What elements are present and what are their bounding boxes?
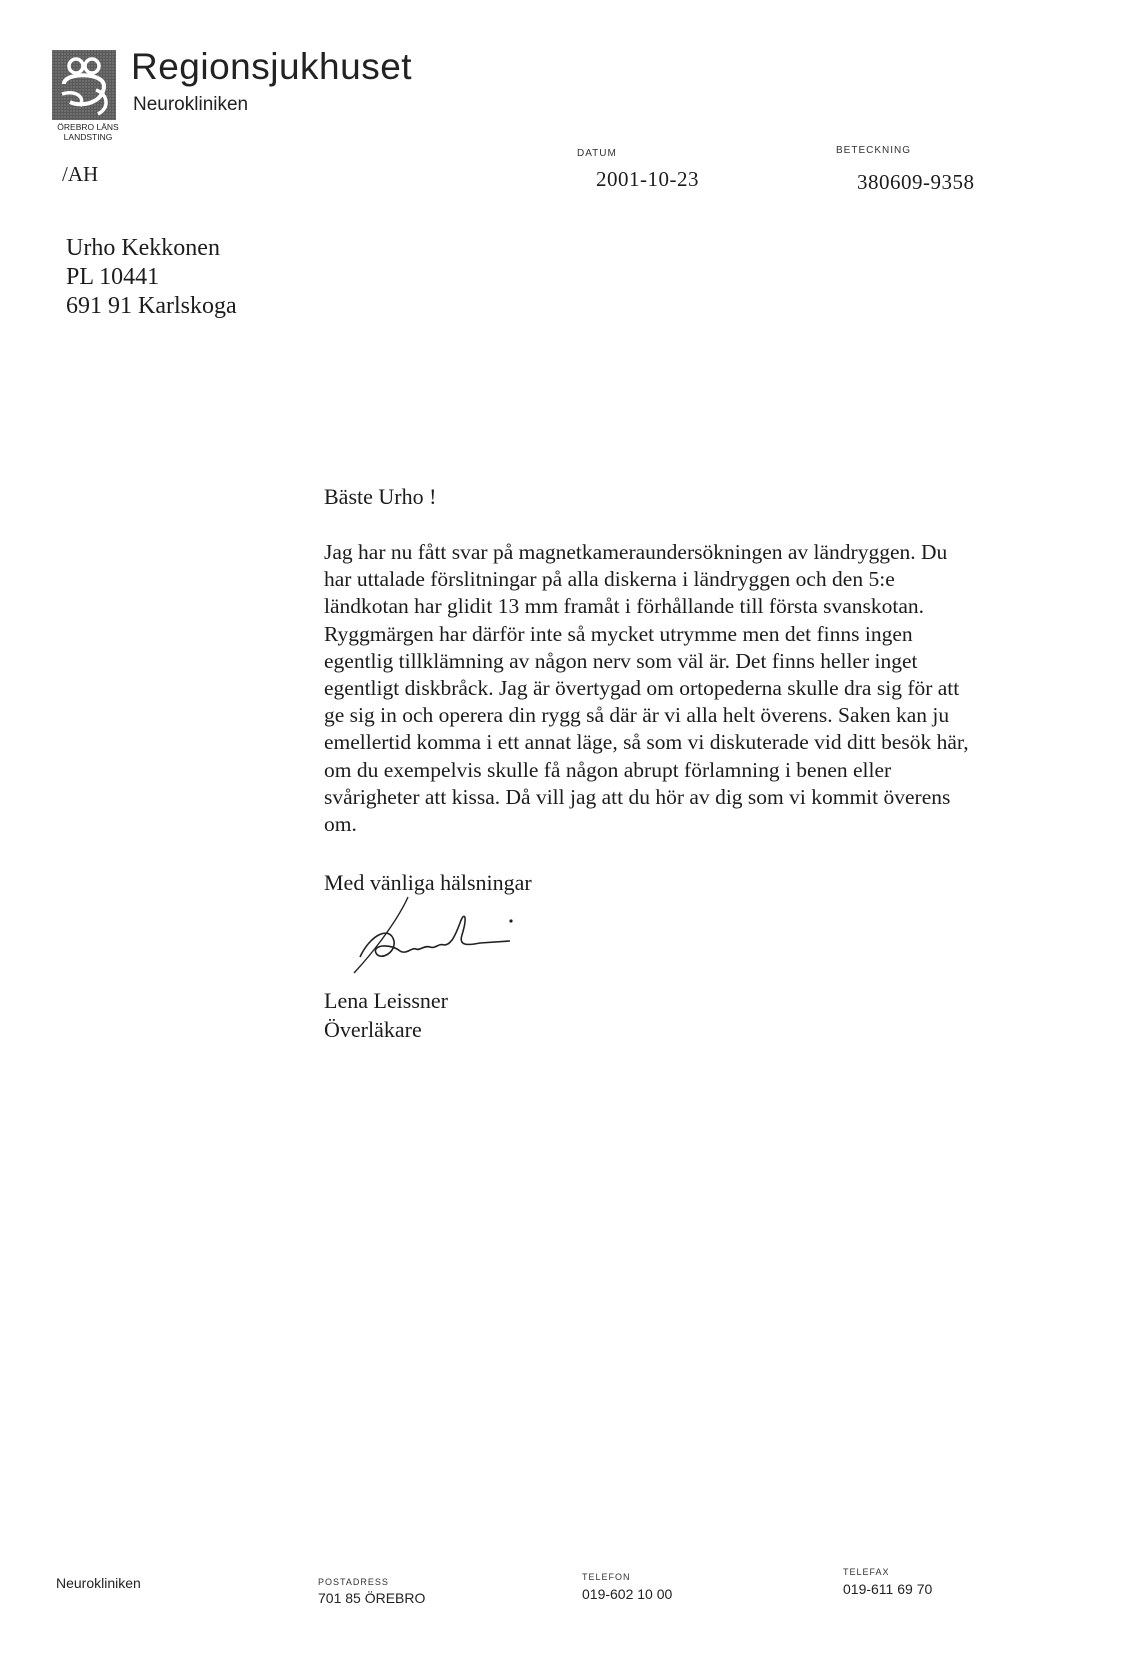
body-line: har uttalade förslitningar på alla diskerna i ländryggen och den 5:e [324,567,895,592]
footer-fax-value: 019-611 69 70 [843,1581,933,1597]
handwritten-signature-icon [350,895,530,975]
signer-name: Lena Leissner [324,988,448,1013]
footer-department: Neurokliniken [56,1575,141,1591]
body-line: ge sig in och operera din rygg så där är vi alla helt överens. Saken kan ju [324,703,950,728]
signer-title: Överläkare [324,1017,422,1042]
greeting: Bäste Urho ! [324,484,437,509]
footer-phone-value: 019-602 10 00 [582,1586,673,1602]
recipient-address [66,234,237,321]
date-value: 2001-10-23 [596,167,699,191]
footer-postal-label: POSTADRESS [318,1577,389,1587]
county-line-1: ÖREBRO LÄNS [57,122,119,132]
designation-value: 380609-9358 [857,170,975,194]
signer-block [324,986,448,1044]
date-label: DATUM [577,148,617,159]
recipient-box: PL 10441 [66,264,160,290]
body-line: svårigheter att kissa. Då vill jag att du hör av dig som vi kommit överens [324,784,951,809]
reference-code: /AH [62,162,99,186]
footer-fax-label: TELEFAX [843,1567,890,1577]
closing-phrase: Med vänliga hälsningar [324,870,532,895]
hospital-name: Regionsjukhuset [131,46,413,87]
county-council-logo-icon [52,50,116,120]
designation-label: BETECKNING [836,145,912,156]
footer-phone-label: TELEFON [582,1572,631,1582]
body-line: ländkotan har glidit 13 mm framåt i förhållande till första svanskotan. [324,594,925,619]
body-line: egentlig tillklämning av någon nerv som väl är. Det finns heller inget [324,648,918,673]
recipient-name: Urho Kekkonen [66,235,220,261]
body-line: om du exempelvis skulle få någon abrupt förlamning i benen eller [324,757,892,782]
body-line: om. [324,812,357,837]
county-name [48,122,128,142]
body-line: Ryggmärgen har därför inte så mycket utrymme men det finns ingen [324,621,913,646]
body-line: egentligt diskbråck. Jag är övertygad om ortopederna skulle dra sig för att [324,676,960,701]
department-name: Neurokliniken [133,94,249,115]
body-line: Jag har nu fått svar på magnetkameraundersökningen av ländryggen. Du [324,540,948,564]
letter-body [324,539,1060,838]
footer-postal-value: 701 85 ÖREBRO [318,1590,426,1606]
body-line: emellertid komma i ett annat läge, så som vi diskuterade vid ditt besök här, [324,730,969,755]
recipient-city: 691 91 Karlskoga [66,293,237,319]
county-line-2: LANDSTING [63,132,113,142]
